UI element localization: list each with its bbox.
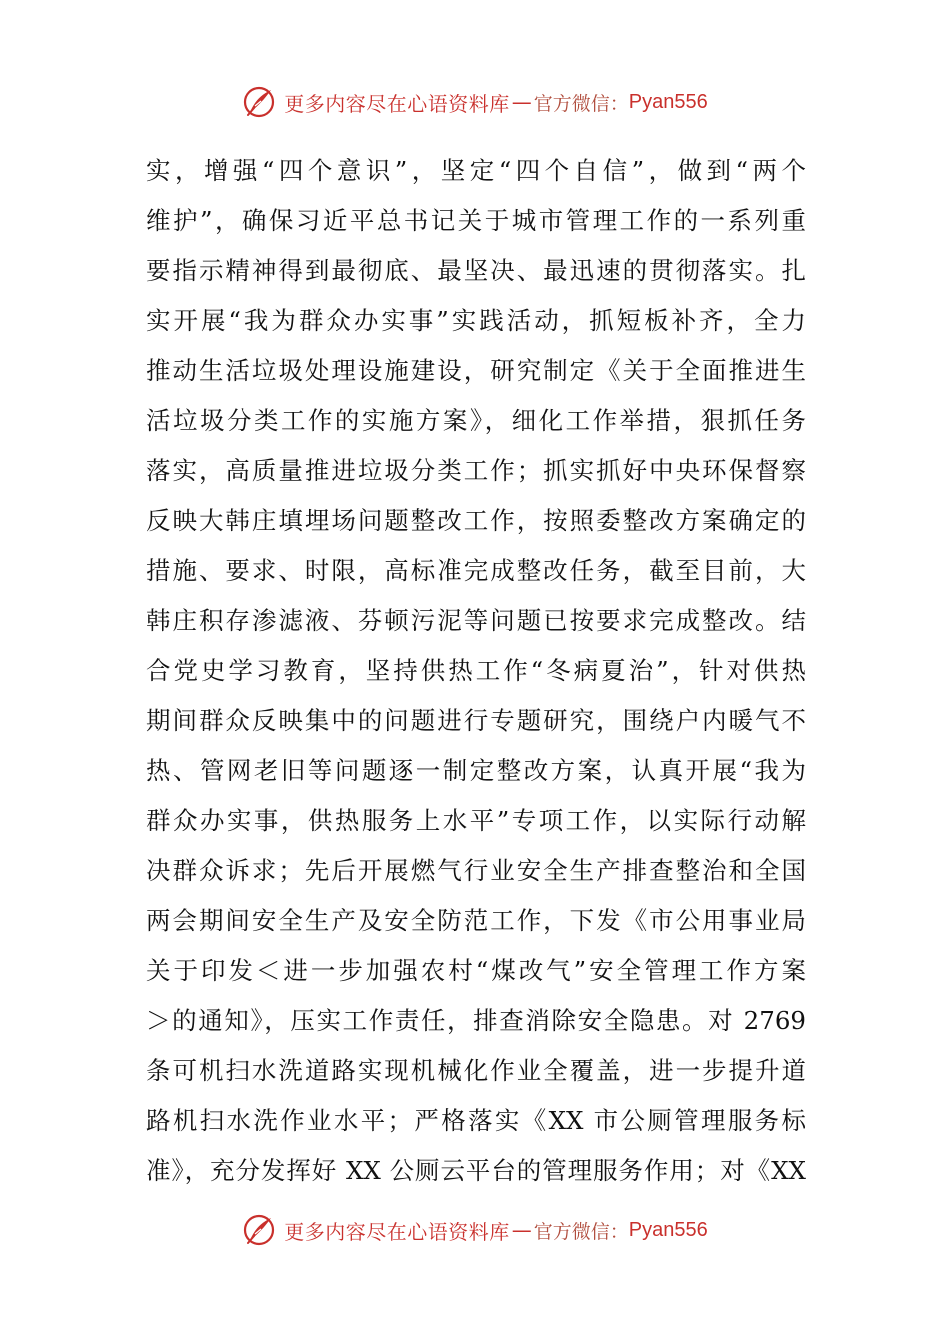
- text-line: 合党史学习教育，坚持供热工作“冬病夏治”，针对供热: [146, 656, 806, 685]
- text-line: 关于印发＜进一步加强农村“煤改气”安全管理工作方案: [146, 956, 806, 985]
- banner-separator: —: [511, 1218, 532, 1242]
- text-line: 期间群众反映集中的问题进行专题研究，围绕户内暖气不: [146, 706, 806, 735]
- text-line: 维护”，确保习近平总书记关于城市管理工作的一系列重: [146, 206, 806, 235]
- banner-brand-text: 更多内容尽在心语资料库: [284, 1219, 510, 1244]
- text-line: ＞的通知》，压实工作责任，排查消除安全隐患。对 2769: [146, 1006, 806, 1035]
- text-line: 活垃圾分类工作的实施方案》，细化工作举措，狠抓任务: [146, 406, 806, 435]
- text-line: 两会期间安全生产及安全防范工作，下发《市公用事业局: [146, 906, 806, 935]
- feather-pen-circle-icon: [242, 1213, 276, 1247]
- text-line: 要指示精神得到最彻底、最坚决、最迅速的贯彻落实。扎: [146, 256, 806, 285]
- text-line: 措施、要求、时限，高标准完成整改任务，截至目前，大: [146, 556, 806, 585]
- feather-pen-circle-icon: [242, 85, 276, 119]
- text-line: 条可机扫水洗道路实现机械化作业全覆盖，进一步提升道: [146, 1056, 806, 1085]
- header-banner: [0, 82, 950, 122]
- text-line: 落实，高质量推进垃圾分类工作；抓实抓好中央环保督察: [146, 456, 806, 485]
- banner-separator: —: [511, 90, 532, 114]
- banner-wechat-label: 官方微信：: [533, 92, 629, 115]
- banner-wechat-label: 官方微信：: [533, 1220, 629, 1243]
- text-line: 热、管网老旧等问题逐一制定整改方案，认真开展“我为: [146, 756, 806, 785]
- banner-brand-text: 更多内容尽在心语资料库: [284, 91, 510, 116]
- text-line: 准》，充分发挥好 XX 公厕云平台的管理服务作用；对《XX: [146, 1156, 806, 1185]
- text-line: 韩庄积存渗滤液、芬顿污泥等问题已按要求完成整改。结: [146, 606, 806, 635]
- document-body: [146, 146, 806, 1196]
- text-line: 实，增强“四个意识”，坚定“四个自信”，做到“两个: [146, 156, 806, 185]
- text-line: 推动生活垃圾处理设施建设，研究制定《关于全面推进生: [146, 356, 806, 385]
- text-line: 路机扫水洗作业水平；严格落实《XX 市公厕管理服务标: [146, 1106, 806, 1135]
- text-line: 决群众诉求；先后开展燃气行业安全生产排查整治和全国: [146, 856, 806, 885]
- banner-wechat-id: Pyan556: [628, 1218, 708, 1241]
- text-line: 群众办实事，供热服务上水平”专项工作，以实际行动解: [146, 806, 806, 835]
- banner-wechat-id: Pyan556: [628, 90, 708, 113]
- footer-banner: [0, 1210, 950, 1250]
- text-line: 实开展“我为群众办实事”实践活动，抓短板补齐，全力: [146, 306, 806, 335]
- text-line: 反映大韩庄填埋场问题整改工作，按照委整改方案确定的: [146, 506, 806, 535]
